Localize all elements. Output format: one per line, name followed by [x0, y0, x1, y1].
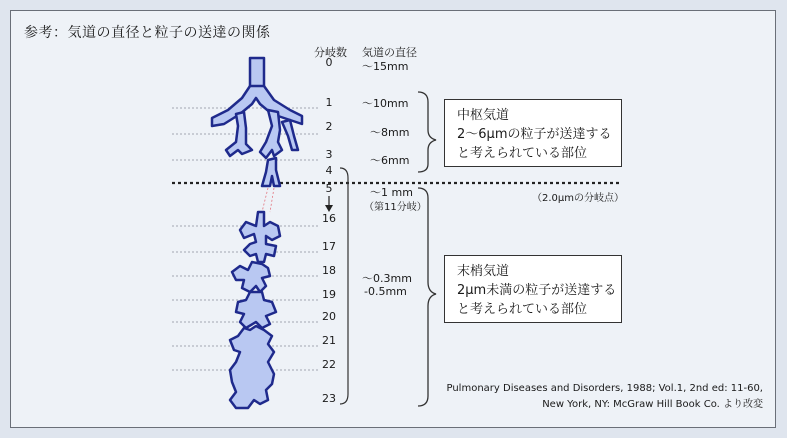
airway-diameter-header: 気道の直径: [362, 46, 417, 59]
diameter-gen0: 〜15mm: [362, 60, 409, 73]
diameter-small-line2: -0.5mm: [364, 285, 407, 298]
generation-4: 4: [325, 164, 333, 177]
diameter-gen3: 〜6mm: [370, 154, 410, 167]
peripheral-airway-tree: [230, 212, 280, 408]
alveolar-ducts: [236, 292, 276, 328]
diameter-gen2: 〜8mm: [370, 126, 410, 139]
central-airway-tree: [212, 58, 302, 186]
generation-17: 17: [322, 240, 336, 253]
connection-dashes: [262, 188, 274, 212]
peripheral-bracket: [418, 188, 436, 406]
diameter-gen5: 〜1 mm: [370, 186, 413, 199]
central-bracket: [418, 92, 436, 172]
peripheral-airway-desc2: と考えられている部位: [457, 302, 588, 317]
generation-16: 16: [322, 212, 336, 225]
generation-21: 21: [322, 334, 336, 347]
central-airway-title: 中枢気道: [457, 108, 510, 123]
diameter-small-line1: 〜0.3mm: [362, 272, 412, 285]
peripheral-airway-desc1: 2μm未満の粒子が送達する: [457, 283, 617, 298]
generation-3: 3: [325, 148, 333, 161]
gen-arrow-head: [325, 205, 333, 212]
gen4-terminal: [262, 158, 280, 186]
respiratory-bronchioles: [232, 262, 270, 292]
diameter-gen5-note: （第11分岐）: [364, 202, 427, 213]
diameter-gen1: 〜10mm: [362, 97, 409, 110]
lower-right-bronchi: [260, 110, 282, 158]
right-segmental-branch: [282, 120, 298, 150]
generation-0: 0: [325, 56, 333, 69]
generation-18: 18: [322, 264, 336, 277]
branch-count-header: 分岐数: [314, 46, 347, 59]
terminal-bronchiole: [240, 212, 280, 262]
peripheral-airway-title: 末梢気道: [457, 264, 510, 279]
central-airway-desc1: 2〜6μmの粒子が送達する: [457, 127, 612, 142]
branch-point-note: （2.0μmの分岐点）: [532, 193, 625, 204]
small-airway-bracket: [340, 168, 348, 404]
diagram-title: 参考：気道の直径と粒子の送達の関係: [24, 25, 271, 41]
generation-1: 1: [325, 96, 333, 109]
generation-19: 19: [322, 288, 336, 301]
generation-23: 23: [322, 392, 336, 405]
generation-5: 5: [325, 182, 333, 195]
reference-line1: Pulmonary Diseases and Disorders, 1988; Vol.1, 2nd ed: 11-60,: [446, 383, 763, 394]
reference-line2: New York, NY: McGraw Hill Book Co. より改変: [542, 399, 763, 410]
generation-22: 22: [322, 358, 336, 371]
generation-2: 2: [325, 120, 333, 133]
central-airway-desc2: と考えられている部位: [457, 146, 588, 161]
generation-20: 20: [322, 310, 336, 323]
alveolar-sacs: [230, 326, 274, 408]
